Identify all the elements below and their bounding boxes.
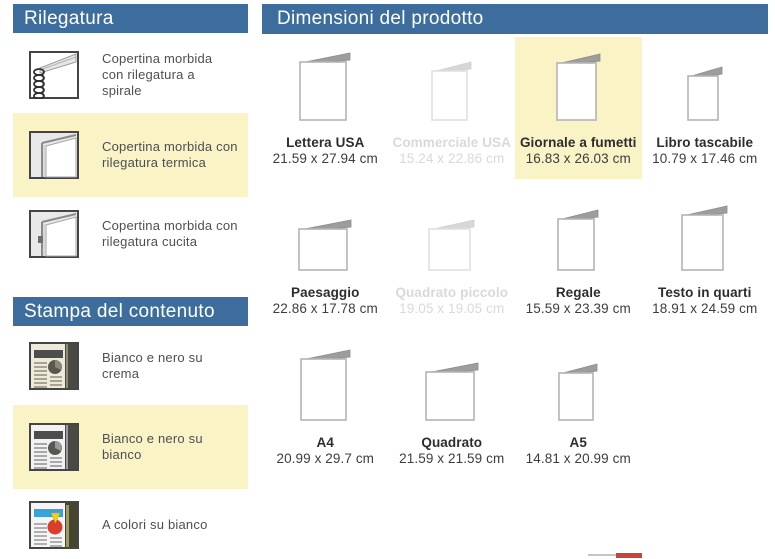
color-on-white-icon xyxy=(29,501,79,549)
dimensions-section-header xyxy=(262,4,768,34)
book-icon xyxy=(297,218,353,271)
book-icon-area xyxy=(389,199,516,271)
book-icon xyxy=(427,218,476,271)
content-print-option[interactable] xyxy=(13,334,248,398)
content-print-option-label: A colori su bianco xyxy=(102,517,208,532)
size-option-quadrato[interactable] xyxy=(389,345,516,467)
thermal-binding-icon xyxy=(29,131,79,179)
dimensions-section xyxy=(262,4,768,467)
size-option-a4[interactable] xyxy=(262,345,389,467)
content-print-option-label: Bianco e nero su crema xyxy=(102,350,203,381)
binding-section-header xyxy=(13,4,248,33)
partial-cutoff-element xyxy=(588,553,648,559)
size-grid xyxy=(262,37,768,467)
binding-option[interactable] xyxy=(13,43,248,107)
book-icon xyxy=(298,51,352,121)
book-icon xyxy=(555,52,602,121)
size-name: Quadrato piccolo xyxy=(395,285,509,300)
size-option-libro-tascabile[interactable] xyxy=(642,37,769,179)
book-icon-area xyxy=(262,37,389,121)
bw-on-cream-icon xyxy=(29,342,79,390)
content-print-section-title: Stampa del contenuto xyxy=(24,300,215,322)
content-print-options xyxy=(13,334,248,555)
sidebar xyxy=(13,4,248,555)
size-row xyxy=(262,37,768,179)
size-option-paesaggio[interactable] xyxy=(262,199,389,321)
book-icon xyxy=(424,361,480,421)
size-name: Libro tascabile xyxy=(656,135,754,150)
book-icon xyxy=(686,65,724,121)
size-name: Regale xyxy=(555,285,601,300)
content-print-option[interactable] xyxy=(13,405,248,489)
book-icon xyxy=(557,362,599,421)
binding-option[interactable] xyxy=(13,113,248,197)
size-name: Paesaggio xyxy=(291,285,360,300)
size-option-lettera-usa[interactable] xyxy=(262,37,389,179)
book-icon-area xyxy=(642,199,769,271)
size-option-a5[interactable] xyxy=(515,345,642,467)
book-icon-area xyxy=(262,345,389,421)
binding-option-label: Copertina morbida con rilegatura termica xyxy=(102,139,238,170)
size-name: A5 xyxy=(569,435,587,450)
book-icon-area xyxy=(515,199,642,271)
size-dimensions: 18.91 x 24.59 cm xyxy=(652,301,758,316)
size-name: Testo in quarti xyxy=(657,285,752,300)
size-name: Giornale a fumetti xyxy=(519,135,637,150)
content-print-option[interactable] xyxy=(13,495,248,555)
size-name: A4 xyxy=(316,435,334,450)
size-dimensions: 16.83 x 26.03 cm xyxy=(525,151,631,166)
size-row xyxy=(262,199,768,321)
book-icon xyxy=(299,348,352,421)
book-icon-area xyxy=(389,37,516,121)
content-print-option-label: Bianco e nero su bianco xyxy=(102,431,203,462)
book-icon xyxy=(430,60,473,121)
size-name: Commerciale USA xyxy=(392,135,512,150)
book-icon-area xyxy=(389,345,516,421)
size-dimensions: 22.86 x 17.78 cm xyxy=(272,301,378,316)
size-name: Quadrato xyxy=(421,435,483,450)
binding-options xyxy=(13,43,248,266)
size-dimensions: 14.81 x 20.99 cm xyxy=(525,451,631,466)
bw-on-white-icon xyxy=(29,423,79,471)
size-dimensions: 19.05 x 19.05 cm xyxy=(399,301,505,316)
size-row xyxy=(262,345,768,467)
dimensions-section-title: Dimensioni del prodotto xyxy=(277,8,484,29)
spiral-binding-icon xyxy=(29,51,79,99)
binding-option[interactable] xyxy=(13,202,248,266)
book-icon-area xyxy=(642,37,769,121)
binding-option-label: Copertina morbida con rilegatura cucita xyxy=(102,218,238,249)
sewn-binding-icon xyxy=(29,210,79,258)
size-dimensions: 15.24 x 22.86 cm xyxy=(399,151,505,166)
binding-option-label: Copertina morbida con rilegatura a spirale xyxy=(102,51,213,98)
book-icon-area xyxy=(515,37,642,121)
size-option-regale[interactable] xyxy=(515,199,642,321)
size-name: Lettera USA xyxy=(286,135,365,150)
book-icon xyxy=(556,208,600,271)
book-icon-area xyxy=(262,199,389,271)
size-dimensions: 20.99 x 29.7 cm xyxy=(276,451,375,466)
book-icon-area xyxy=(515,345,642,421)
size-option-testo-in-quarti[interactable] xyxy=(642,199,769,321)
size-dimensions: 10.79 x 17.46 cm xyxy=(652,151,758,166)
content-print-section-header xyxy=(13,297,248,326)
size-option-commerciale-usa xyxy=(389,37,516,179)
book-icon xyxy=(680,204,729,271)
binding-section-title: Rilegatura xyxy=(24,7,114,29)
size-option-giornale-a-fumetti[interactable] xyxy=(515,37,642,179)
size-dimensions: 21.59 x 21.59 cm xyxy=(399,451,505,466)
size-dimensions: 21.59 x 27.94 cm xyxy=(272,151,378,166)
size-option-quadrato-piccolo xyxy=(389,199,516,321)
size-dimensions: 15.59 x 23.39 cm xyxy=(525,301,631,316)
